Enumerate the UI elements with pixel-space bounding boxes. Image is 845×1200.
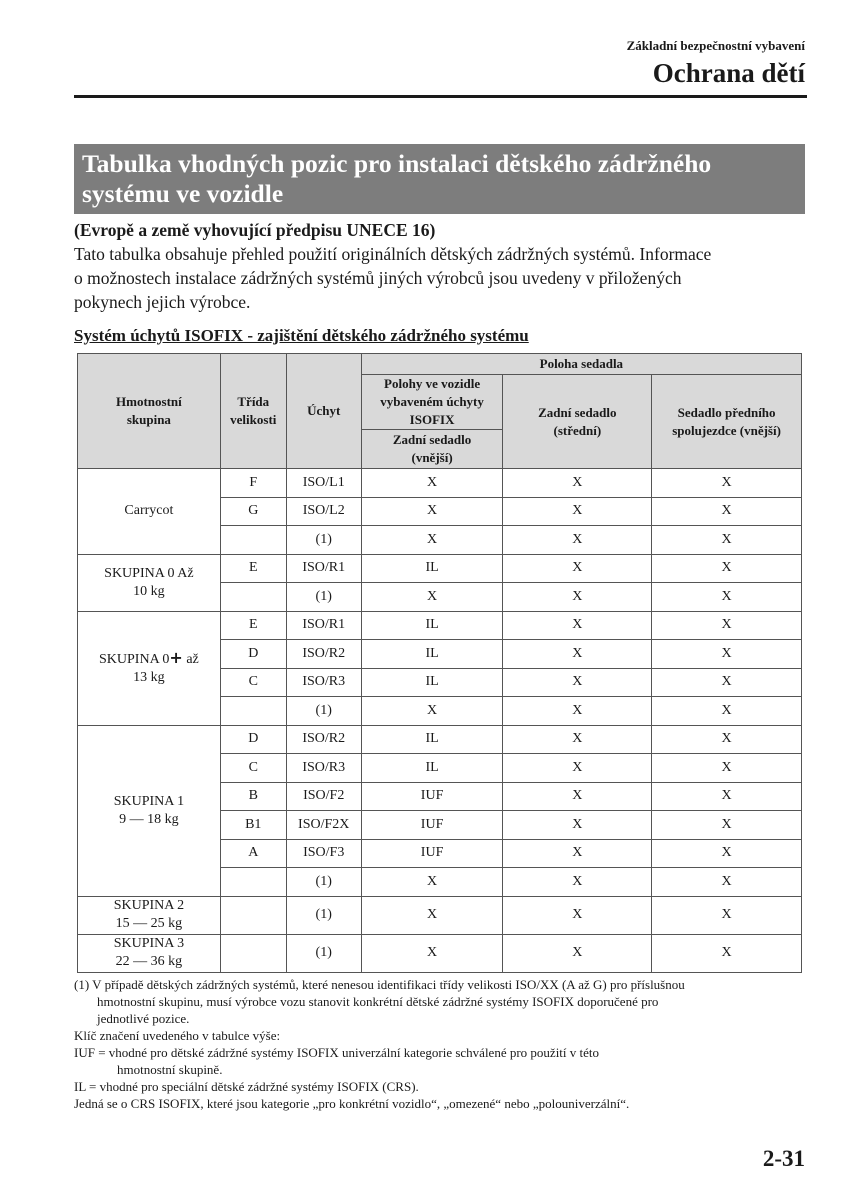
isofix-table [77, 353, 802, 973]
rear-center-cell: X [503, 811, 652, 840]
front-passenger-cell: X [652, 583, 802, 612]
rear-outer-cell: X [361, 469, 503, 498]
rear-outer-cell: X [361, 896, 503, 934]
fixture-cell: ISO/F2 [286, 782, 361, 811]
fixture-cell: (1) [286, 896, 361, 934]
fixture-cell: ISO/F2X [286, 811, 361, 840]
size-class-cell [220, 868, 286, 897]
fixture-cell: (1) [286, 697, 361, 726]
header-divider [74, 95, 807, 98]
rear-outer-cell: IL [361, 554, 503, 583]
size-class-cell [220, 526, 286, 555]
key-il: IL = vhodné pro speciální dětské zádržné systémy ISOFIX (CRS). [74, 1079, 419, 1094]
fixture-cell: ISO/L1 [286, 469, 361, 498]
table-heading: Systém úchytů ISOFIX - zajištění dětského zádržného systému [74, 326, 529, 345]
rear-center-cell: X [503, 754, 652, 783]
intro-paragraph [74, 218, 809, 314]
size-class-cell: G [220, 497, 286, 526]
intro-line: Tato tabulka obsahuje přehled použití originálních dětských zádržných systémů. Informace [74, 244, 712, 264]
front-passenger-cell: X [652, 697, 802, 726]
front-passenger-cell: X [652, 754, 802, 783]
front-passenger-cell: X [652, 839, 802, 868]
front-passenger-cell: X [652, 526, 802, 555]
table-notes [74, 976, 809, 1112]
mass-group-cell: SKUPINA 3 22 — 36 kg [78, 934, 221, 972]
rear-center-cell: X [503, 583, 652, 612]
front-passenger-cell: X [652, 554, 802, 583]
rear-outer-cell: X [361, 583, 503, 612]
size-class-cell [220, 896, 286, 934]
fixture-cell: (1) [286, 868, 361, 897]
size-class-cell: E [220, 554, 286, 583]
front-passenger-cell: X [652, 497, 802, 526]
rear-center-cell: X [503, 839, 652, 868]
front-passenger-cell: X [652, 896, 802, 934]
front-passenger-cell: X [652, 782, 802, 811]
size-class-cell: E [220, 611, 286, 640]
rear-outer-cell: IL [361, 725, 503, 754]
fixture-cell: (1) [286, 934, 361, 972]
key-intro: Klíč značení uvedeného v tabulce výše: [74, 1028, 281, 1043]
fixture-cell: ISO/F3 [286, 839, 361, 868]
front-passenger-cell: X [652, 725, 802, 754]
header-mass-group: Hmotnostní skupina [78, 354, 221, 469]
key-crs: Jedná se o CRS ISOFIX, které jsou kategorie „pro konkrétní vozidlo“, „omezené“ nebo „polouniverzální“. [74, 1096, 630, 1111]
fixture-cell: ISO/L2 [286, 497, 361, 526]
rear-center-cell: X [503, 668, 652, 697]
table-row [78, 934, 802, 972]
front-passenger-cell: X [652, 934, 802, 972]
front-passenger-cell: X [652, 668, 802, 697]
plus-icon: + [169, 648, 183, 667]
rear-center-cell: X [503, 868, 652, 897]
rear-outer-cell: IL [361, 668, 503, 697]
rear-outer-cell: X [361, 526, 503, 555]
size-class-cell [220, 697, 286, 726]
fixture-cell: (1) [286, 583, 361, 612]
header-subtitle: Základní bezpečnostní vybavení [626, 38, 805, 53]
mass-group-cell: SKUPINA 0+ až 13 kg [78, 611, 221, 725]
fixture-cell: ISO/R1 [286, 554, 361, 583]
mass-group-cell: SKUPINA 1 9 — 18 kg [78, 725, 221, 896]
section-title-line: Tabulka vhodných pozic pro instalaci dětského zádržného [82, 149, 712, 178]
header-isofix-positions: Polohy ve vozidle vybaveném úchyty ISOFIX [361, 375, 503, 430]
footnote-line: hmotnostní skupinu, musí výrobce vozu stanovit konkrétní dětské zádržné systémy ISOFIX doporučené pro [97, 994, 659, 1009]
table-row [78, 554, 802, 583]
page-title: Ochrana dětí [652, 58, 805, 88]
rear-center-cell: X [503, 782, 652, 811]
header-seat-position: Poloha sedadla [361, 354, 801, 375]
rear-outer-cell: IL [361, 640, 503, 669]
table-row [78, 611, 802, 640]
rear-center-cell: X [503, 497, 652, 526]
size-class-cell: C [220, 754, 286, 783]
front-passenger-cell: X [652, 469, 802, 498]
rear-center-cell: X [503, 640, 652, 669]
key-iuf-continuation: hmotnostní skupině. [117, 1062, 223, 1077]
table-row [78, 896, 802, 934]
mass-group-cell: SKUPINA 0 Až 10 kg [78, 554, 221, 611]
key-iuf: IUF = vhodné pro dětské zádržné systémy ISOFIX univerzální kategorie schválené pro použití v této [74, 1045, 600, 1060]
rear-outer-cell: IUF [361, 811, 503, 840]
rear-center-cell: X [503, 611, 652, 640]
fixture-cell: ISO/R3 [286, 668, 361, 697]
rear-outer-cell: IUF [361, 782, 503, 811]
fixture-cell: ISO/R3 [286, 754, 361, 783]
mass-group-cell: SKUPINA 2 15 — 25 kg [78, 896, 221, 934]
front-passenger-cell: X [652, 868, 802, 897]
intro-line: o možnostech instalace zádržných systémů jiných výrobců jsou uvedeny v přiložených [74, 268, 682, 288]
rear-center-cell: X [503, 469, 652, 498]
fixture-cell: ISO/R2 [286, 725, 361, 754]
size-class-cell: B [220, 782, 286, 811]
header-front-passenger: Sedadlo předního spolujezdce (vnější) [652, 375, 802, 469]
rear-outer-cell: X [361, 934, 503, 972]
footnote-line: jednotlivé pozice. [97, 1011, 190, 1026]
intro-line: pokynech jejich výrobce. [74, 292, 251, 312]
table-row [78, 469, 802, 498]
size-class-cell [220, 583, 286, 612]
section-title-banner [74, 144, 805, 214]
rear-center-cell: X [503, 934, 652, 972]
rear-outer-cell: IL [361, 754, 503, 783]
size-class-cell: C [220, 668, 286, 697]
section-title-line: systému ve vozidle [82, 179, 284, 208]
front-passenger-cell: X [652, 611, 802, 640]
rear-outer-cell: IUF [361, 839, 503, 868]
table-row [78, 725, 802, 754]
size-class-cell: B1 [220, 811, 286, 840]
header-size-class: Třída velikosti [220, 354, 286, 469]
front-passenger-cell: X [652, 640, 802, 669]
rear-outer-cell: X [361, 868, 503, 897]
rear-outer-cell: X [361, 497, 503, 526]
size-class-cell: F [220, 469, 286, 498]
mass-group-cell: Carrycot [78, 469, 221, 555]
rear-center-cell: X [503, 554, 652, 583]
size-class-cell: A [220, 839, 286, 868]
size-class-cell: D [220, 640, 286, 669]
size-class-cell: D [220, 725, 286, 754]
header-rear-outer: Zadní sedadlo (vnější) [361, 430, 503, 469]
intro-title: (Evropě a země vyhovující předpisu UNECE 16) [74, 220, 436, 240]
rear-outer-cell: IL [361, 611, 503, 640]
header-rear-center: Zadní sedadlo (střední) [503, 375, 652, 469]
rear-outer-cell: X [361, 697, 503, 726]
footnote-line: (1) V případě dětských zádržných systémů, které nenesou identifikaci třídy velikosti ISO/XX (A až G) pro příslušnou [74, 977, 685, 992]
rear-center-cell: X [503, 725, 652, 754]
fixture-cell: (1) [286, 526, 361, 555]
size-class-cell [220, 934, 286, 972]
rear-center-cell: X [503, 697, 652, 726]
fixture-cell: ISO/R1 [286, 611, 361, 640]
page-number: 2-31 [762, 1146, 805, 1171]
fixture-cell: ISO/R2 [286, 640, 361, 669]
front-passenger-cell: X [652, 811, 802, 840]
rear-center-cell: X [503, 526, 652, 555]
header-fixture: Úchyt [286, 354, 361, 469]
rear-center-cell: X [503, 896, 652, 934]
